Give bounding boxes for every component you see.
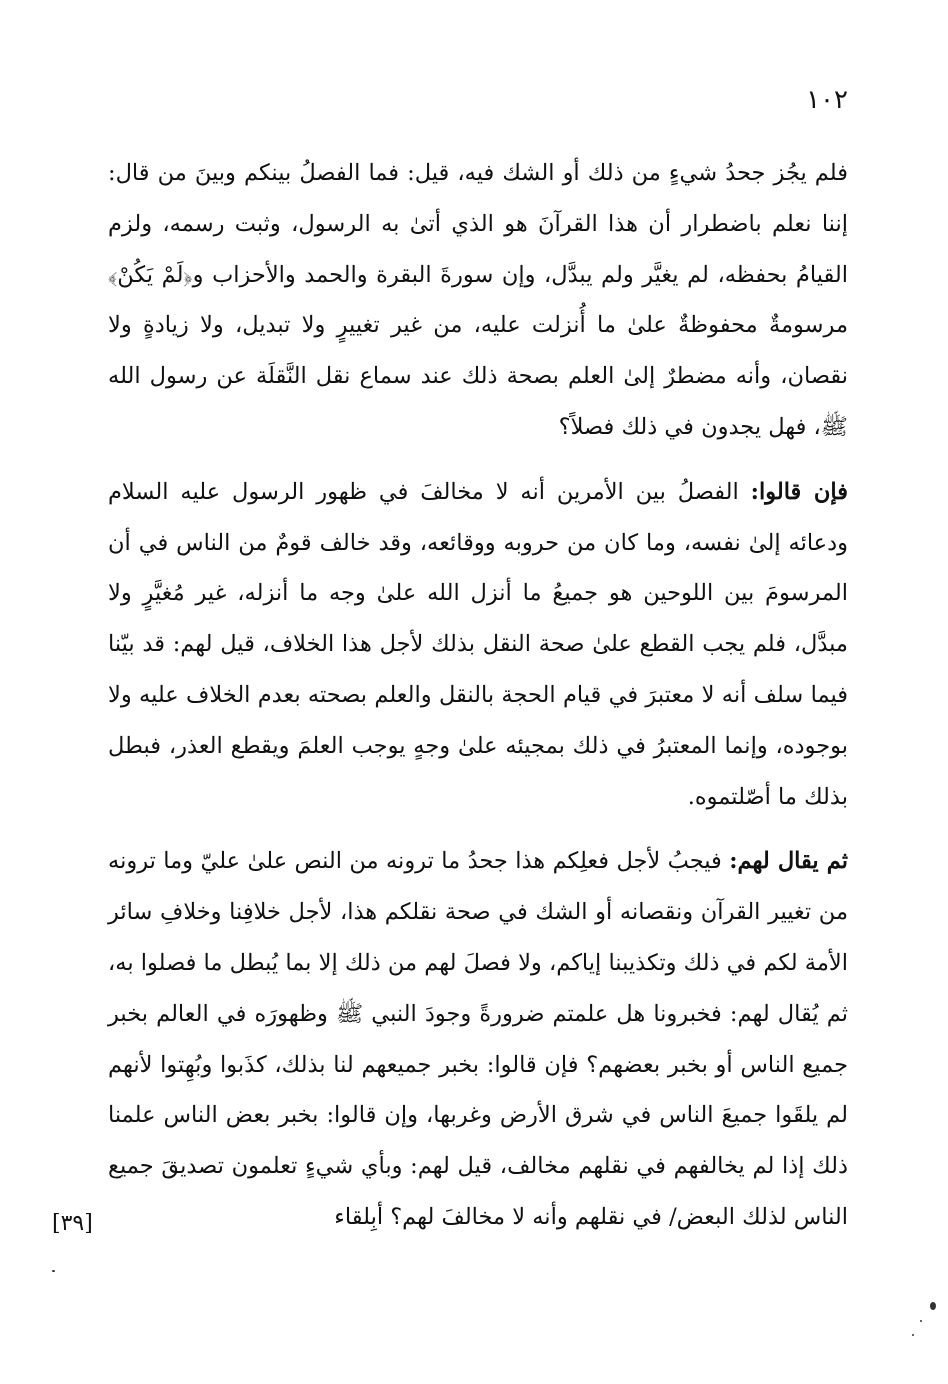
scan-speck — [52, 1270, 55, 1272]
paragraph-text: فيجبُ لأجل فعلِكم هذا جحدُ ما ترونه من النص علىٰ عليّ وما ترونه من تغيير القرآن ونقصانه أو الشك في صحة نقلكم هذا، لأجل خلافِنا وخلافِ سائر الأمة لكم في ذلك وتكذيبنا إياكم، ولا فصلَ لهم من ذلك إلا بما يُبطل ما فصلوا به، ثم يُقال لهم: فخبرونا هل علمتم ضرورةً وجودَ النبي ﷺ وظهورَه في العالم بخبر جميع الناس أو بخبر بعضهم؟ فإن قالوا: بخبر جميعهم لنا بذلك، كذَبوا وبُهِتوا لأنهم لم يلقَوا جميعَ الناس في شرق الأرض وغربها، وإن قالوا: بخبر بعض الناس علمنا ذلك إذا لم يخالفهم في نقلهم مخالف، قيل لهم: وبأي شيءٍ تعلمون تصديقَ جميع الناس لذلك البعض/ في نقلهم وأنه لا مخالفَ لهم؟ أبِلقاء — [108, 848, 848, 1230]
paragraph-3 — [108, 836, 848, 1242]
paragraph-1 — [108, 148, 848, 453]
paragraph-text: الفصلُ بين الأمرين أنه لا مخالفَ في ظهور الرسول عليه السلام ودعائه إلىٰ نفسه، وما كان من حروبه ووقائعه، وقد خالف قومٌ من الناس في أن المرسومَ بين اللوحين هو جميعُ ما أنزل الله علىٰ وجه ما أنزله، غير مُغيَّرٍ ولا مبدَّل، فلم يجب القطع علىٰ صحة النقل بذلك لأجل هذا الخلاف، قيل لهم: قد بيّنا فيما سلف أنه لا معتبرَ في قيام الحجة بالنقل والعلم بصحته بعدم الخلاف عليه ولا بوجوده، وإنما المعتبرُ في ذلك بمجيئه علىٰ وجهٍ يوجب العلمَ ويقطع العذر، فبطل بذلك ما أصّلتموه. — [108, 478, 848, 810]
scan-speck — [920, 1320, 922, 1322]
scan-speck — [930, 1302, 936, 1310]
manuscript-folio-marker: [٣٩] — [52, 1211, 93, 1236]
page-body — [108, 148, 848, 1243]
paragraph-lead: ثم يقال لهم: — [729, 848, 848, 875]
paragraph-2 — [108, 467, 848, 823]
paragraph-lead: فإن قالوا: — [750, 478, 848, 505]
paragraph-text: فلم يجُز جحدُ شيءٍ من ذلك أو الشك فيه، قيل: فما الفصلُ بينكم وبينَ من قال: إننا نعلم باضطرار أن هذا القرآنَ هو الذي أتىٰ به الرسول، وثبت رسمه، ولزم القيامُ بحفظه، لم يغيَّر ولم يبدَّل، وإن سورةَ البقرة والحمد والأحزاب و﴿لَمْ يَكُنْ﴾ مرسومةٌ محفوظةٌ علىٰ ما أُنزلت عليه، من غير تغييرٍ ولا تبديل، ولا زيادةٍ ولا نقصان، وأنه مضطرٌ إلىٰ العلم بصحة ذلك عند سماع نقل النَّقلَة عن رسول الله ﷺ، فهل يجدون في ذلك فصلاً؟ — [108, 160, 848, 440]
page-number: ١٠٢ — [806, 85, 848, 115]
scan-speck — [912, 1334, 914, 1336]
